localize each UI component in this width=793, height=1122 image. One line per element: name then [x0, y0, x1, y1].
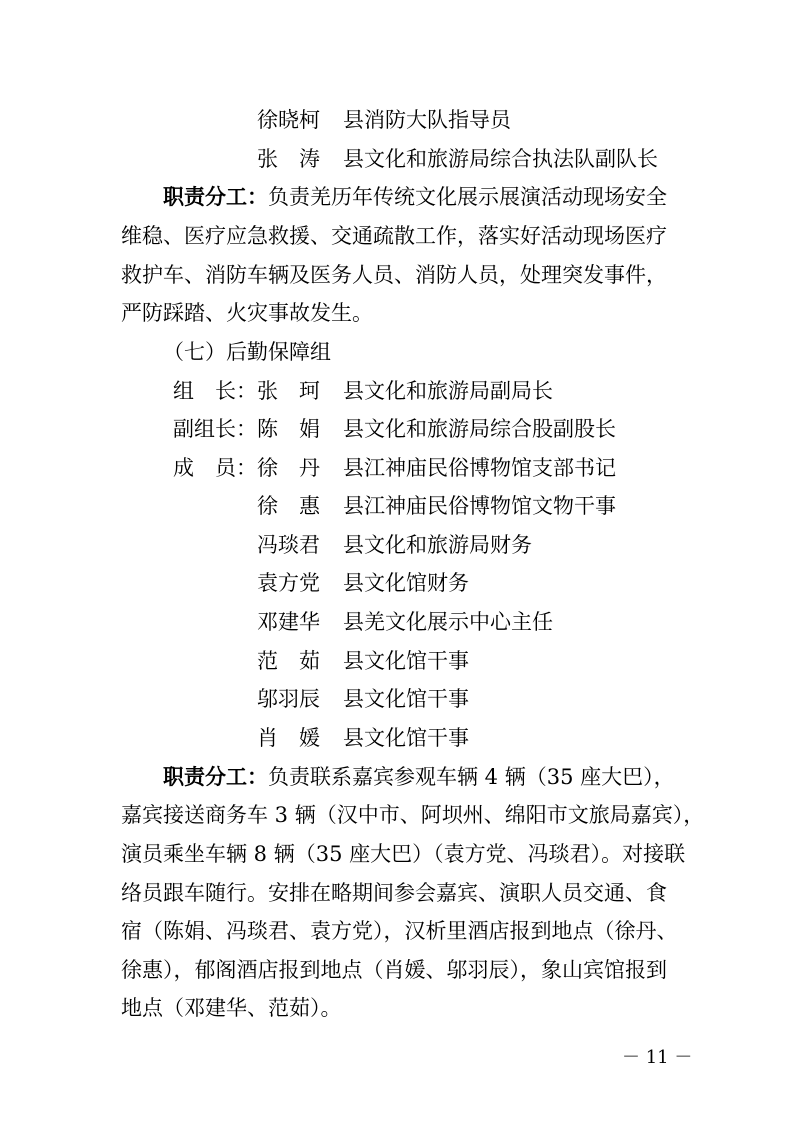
member-name: 肖 媛: [257, 726, 320, 750]
member-name: 邓建华: [257, 610, 320, 634]
member-name: 范 茹: [257, 649, 320, 673]
member-name: 徐 丹: [257, 456, 320, 480]
duty-text: 地点（邓建华、范茹）。: [121, 996, 342, 1020]
duty-text: 负责联系嘉宾参观车辆 4 辆（35 座大巴），: [268, 765, 675, 789]
member-name: 徐晓柯: [257, 108, 320, 132]
member-name: 张 涛: [257, 147, 320, 171]
duty-text: 络员跟车随行。安排在略期间参会嘉宾、演职人员交通、食: [121, 881, 667, 905]
member-position: 县文化和旅游局财务: [343, 533, 532, 557]
member-position: 县文化和旅游局副局长: [343, 379, 553, 403]
member-position: 县消防大队指导员: [343, 108, 511, 132]
member-position: 县文化馆干事: [343, 726, 469, 750]
member-name: 徐 惠: [257, 494, 320, 518]
member-position: 县江神庙民俗博物馆文物干事: [343, 494, 616, 518]
duty-label: 职责分工：: [163, 764, 268, 789]
member-name: 袁方党: [257, 571, 320, 595]
member-position: 县文化和旅游局综合股副股长: [343, 417, 616, 441]
duty-text: 宿（陈娟、冯琰君、袁方党），汉析里酒店报到地点（徐丹、: [121, 919, 678, 943]
member-position: 县羌文化展示中心主任: [343, 610, 553, 634]
duty-text: 救护车、消防车辆及医务人员、消防人员，处理突发事件，: [121, 263, 667, 287]
member-position: 县文化和旅游局综合执法队副队长: [343, 147, 658, 171]
member-position: 县江神庙民俗博物馆支部书记: [343, 456, 616, 480]
role-label: 组 长：: [173, 379, 257, 403]
duty-text: 嘉宾接送商务车 3 辆（汉中市、阿坝州、绵阳市文旅局嘉宾），: [121, 803, 705, 827]
section-heading: （七）后勤保障组: [163, 340, 331, 364]
duty-text: 负责羌历年传统文化展示展演活动现场安全: [268, 185, 667, 209]
member-position: 县文化馆财务: [343, 571, 469, 595]
role-label: 成 员：: [173, 456, 257, 480]
member-name: 冯琰君: [257, 533, 320, 557]
duty-paragraph-2-first: [163, 763, 675, 791]
member-name: 邬羽辰: [257, 687, 320, 711]
duty-text: 徐惠），郁阁酒店报到地点（肖媛、邬羽辰），象山宾馆报到: [121, 958, 667, 982]
duty-text: 演员乘坐车辆 8 辆（35 座大巴）（袁方党、冯琰君）。对接联: [121, 842, 686, 866]
page-number: － 11 －: [622, 1047, 693, 1068]
member-name: 张 珂: [257, 379, 320, 403]
member-position: 县文化馆干事: [343, 687, 469, 711]
member-name: 陈 娟: [257, 417, 320, 441]
duty-label: 职责分工：: [163, 184, 268, 209]
role-label: 副组长：: [173, 417, 257, 441]
member-position: 县文化馆干事: [343, 649, 469, 673]
duty-text: 维稳、医疗应急救援、交通疏散工作，落实好活动现场医疗: [121, 224, 667, 248]
duty-paragraph-1-first: [163, 183, 667, 211]
duty-text: 严防踩踏、火灾事故发生。: [121, 301, 373, 325]
